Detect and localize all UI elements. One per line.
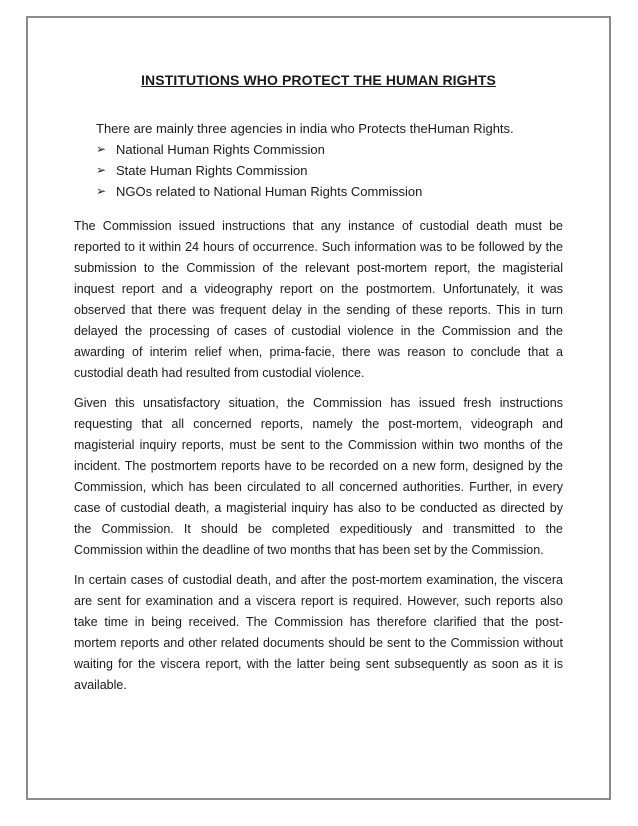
list-item — [96, 160, 563, 181]
intro-text: There are mainly three agencies in india who Protects theHuman Rights. — [96, 121, 514, 136]
arrow-bullet-icon: ➢ — [96, 163, 107, 177]
list-item-label: NGOs related to National Human Rights Commission — [116, 184, 423, 199]
arrow-bullet-icon: ➢ — [96, 184, 107, 198]
agency-list — [96, 139, 563, 202]
arrow-bullet-icon: ➢ — [96, 142, 107, 156]
document-body — [74, 72, 563, 705]
list-item-label: National Human Rights Commission — [116, 142, 325, 157]
list-item-label: State Human Rights Commission — [116, 163, 308, 178]
paragraph-1: The Commission issued instructions that any instance of custodial death must be reported to it within 24 hours of occurrence. Such information was to be followed by the submission to the Commission of the relevant post-mortem report, the magisterial inquest report and a videography report on the postmortem. Unfortunately, it was observed that there was frequent delay in the sending of these reports. This in turn delayed the processing of cases of custodial violence in the Commission and the awarding of interim relief when, prima-facie, there was reason to conclude that a custodial death had resulted from custodial violence. — [74, 219, 563, 380]
paragraph-2: Given this unsatisfactory situation, the Commission has issued fresh instructions requesting that all concerned reports, namely the post-mortem, videograph and magisterial inquiry reports, must be sent to the Commission within two months of the incident. The postmortem reports have to be recorded on a new form, designed by the Commission, which has been circulated to all concerned authorities. Further, in every case of custodial death, a magisterial inquiry has also to be conducted as directed by the Commission. It should be completed expeditiously and transmitted to the Commission within the deadline of two months that has been set by the Commission. — [74, 396, 563, 557]
list-item — [96, 139, 563, 160]
page-title: INSTITUTIONS WHO PROTECT THE HUMAN RIGHTS — [141, 72, 496, 88]
list-item — [96, 181, 563, 202]
paragraph-3: In certain cases of custodial death, and after the post-mortem examination, the viscera are sent for examination and a viscera report is required. However, such reports also take time in being received. The Commission has therefore clarified that the post-mortem reports and other related documents should be sent to the Commission without waiting for the viscera report, with the latter being sent subsequently as soon as it is available. — [74, 573, 563, 692]
